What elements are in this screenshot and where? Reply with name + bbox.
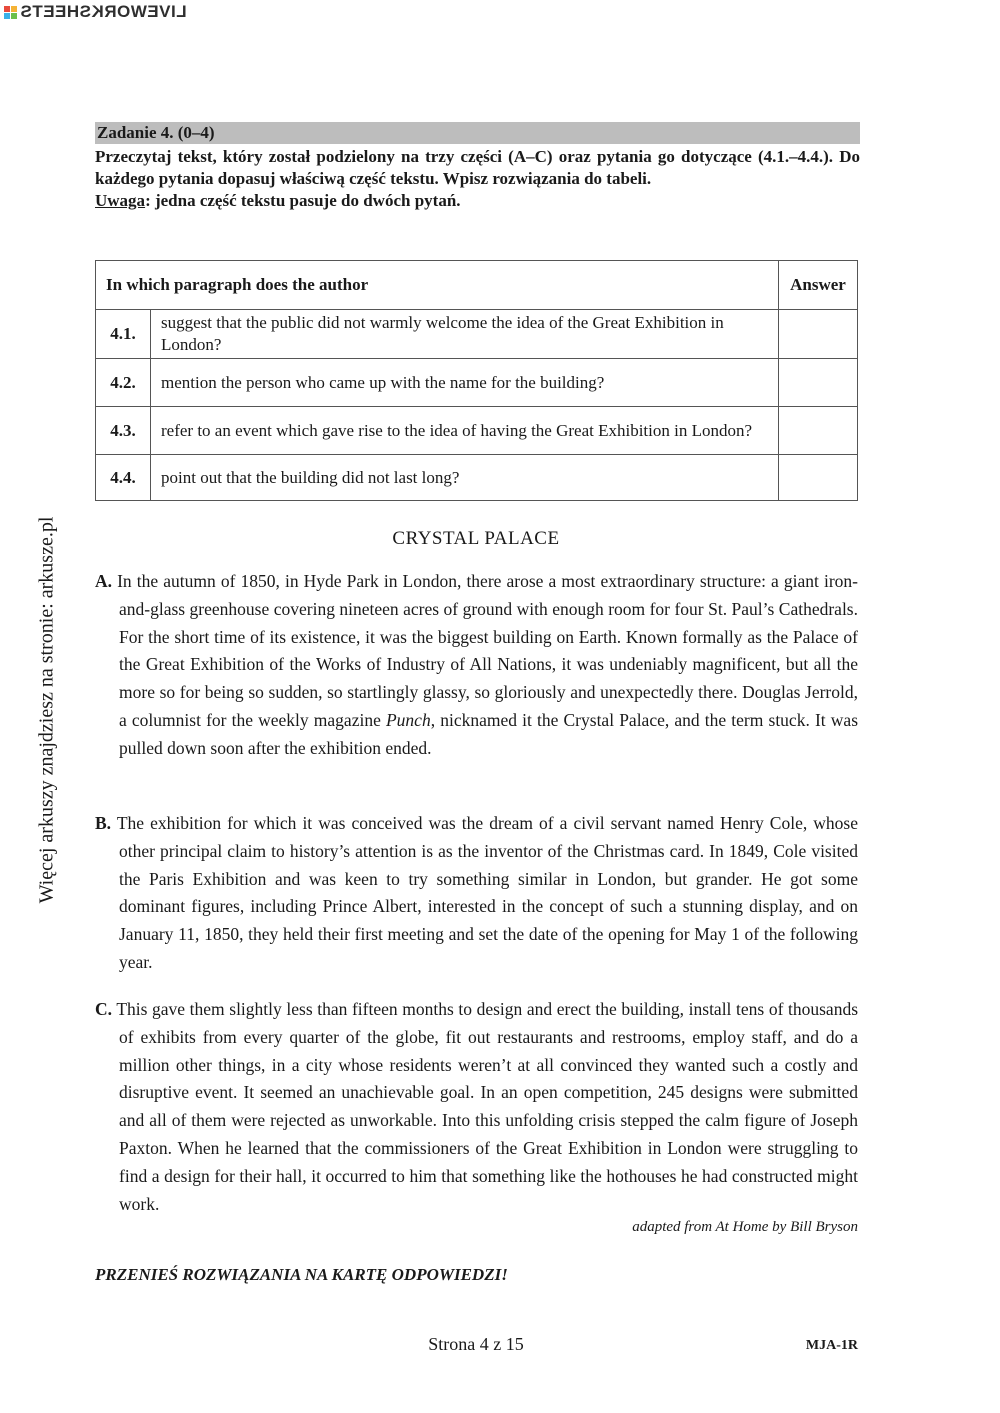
table-header-answer: Answer [779,261,858,310]
table-header-row [96,261,858,310]
text-source: adapted from At Home by Bill Bryson [632,1219,858,1235]
question-number: 4.2. [96,359,151,407]
logo-square-green [11,13,17,19]
answer-cell[interactable] [779,455,858,501]
page-number: Strona 4 z 15 [428,1334,524,1354]
logo-square-red [4,6,10,12]
paragraph-c-letter: C. [95,999,113,1019]
table-row [96,407,858,455]
paragraph-b-body [95,810,858,977]
logo-text: LIVEWORKSHEETS [20,2,187,21]
paragraph-b [95,810,858,977]
answer-cell[interactable] [779,359,858,407]
paragraph-a-text-after: , nicknamed it the Crystal Palace, and the term stuck. It was pulled down soon after the exhibition ended. [119,709,859,758]
text-title: CRYSTAL PALACE [392,528,560,549]
exam-code: MJA-1R [805,1338,858,1353]
paragraph-a-text-before: In the autumn of 1850, in Hyde Park in London, there arose a most extraordinary structure: a giant iron-and-glass greenhouse covering nineteen acres of ground with enough room for four St. Paul’s Cathedrals. For the short time of its existence, it was the biggest building on Earth. Known formally as the Palace of the Great Exhibition of the Works of Industry of All Nations, it was undeniably magnificent, but all the more so for being so sudden, so startlingly glassy, so gloriously and unexpectedly there. Douglas Jerrold, a columnist for the weekly magazine [117,571,858,730]
task-header: Zadanie 4. (0–4) [95,122,860,144]
answer-cell[interactable] [779,407,858,455]
note-text: : jedna część tekstu pasuje do dwóch pytań. [145,191,461,210]
paragraph-a-letter: A. [95,571,113,591]
paragraph-c [95,996,858,1218]
logo-grid-icon [4,6,17,19]
paragraph-b-letter: B. [95,813,112,833]
table-row [96,455,858,501]
questions-table [95,260,858,501]
table-row [96,359,858,407]
paragraph-c-body [95,996,858,1218]
note-line [95,190,860,212]
question-text: point out that the building did not last long? [151,455,779,501]
logo-square-yellow [11,6,17,12]
note-label: Uwaga [95,191,146,210]
question-number: 4.3. [96,407,151,455]
answer-cell[interactable] [779,310,858,359]
table-header-question: In which paragraph does the author [96,261,779,310]
task-instructions [95,146,860,212]
paragraph-b-text: The exhibition for which it was conceived was the dream of a civil servant named Henry Cole, whose other principal claim to history’s attention is as the inventor of the Christmas card. In 1849, Cole visited the Paris Exhibition and was keen to try something similar in London, but grander. He got some dominant figures, including Prince Albert, interested in the concept of such a stunning display, and on January 11, 1850, they held their first meeting and set the date of the opening for May 1 of the following year. [116,813,859,972]
question-number: 4.4. [96,455,151,501]
paragraph-a-body [95,568,858,763]
instruction-text: Przeczytaj tekst, który został podzielony na trzy części (A–C) oraz pytania go dotyczące (4.1.–4.4.). Do każdego pytania dopasuj właściwą część tekstu. Wpisz rozwiązania do tabeli. [95,147,860,188]
paragraph-a-italic: Punch [385,709,431,730]
paragraph-a [95,568,858,763]
transfer-note: PRZENIEŚ ROZWIĄZANIA NA KARTĘ ODPOWIEDZI! [95,1265,508,1284]
question-text: suggest that the public did not warmly welcome the idea of the Great Exhibition in London? [151,310,779,359]
question-text: mention the person who came up with the name for the building? [151,359,779,407]
logo-square-blue [4,13,10,19]
paragraph-c-text: This gave them slightly less than fifteen months to design and erect the building, install tens of thousands of exhibits from every quarter of the globe, fit out restaurants and restrooms, employ staff, and do a million other things, in a city whose residents weren’t at all convinced they wanted such a costly and disruptive event. It seemed an unachievable goal. In an open competition, 245 designs were submitted and all of them were rejected as unworkable. Into this unfolding crisis stepped the calm figure of Joseph Paxton. When he learned that the commissioners of the Great Exhibition in London were struggling to find a design for their hall, it occurred to him that something like the hothouses he had constructed might work. [116,999,859,1214]
question-text: refer to an event which gave rise to the idea of having the Great Exhibition in London? [151,407,779,455]
site-logo [4,2,187,22]
table-row [96,310,858,359]
question-number: 4.1. [96,310,151,359]
side-watermark-text: Więcej arkuszy znajdziesz na stronie: arkusze.pl [35,516,58,904]
